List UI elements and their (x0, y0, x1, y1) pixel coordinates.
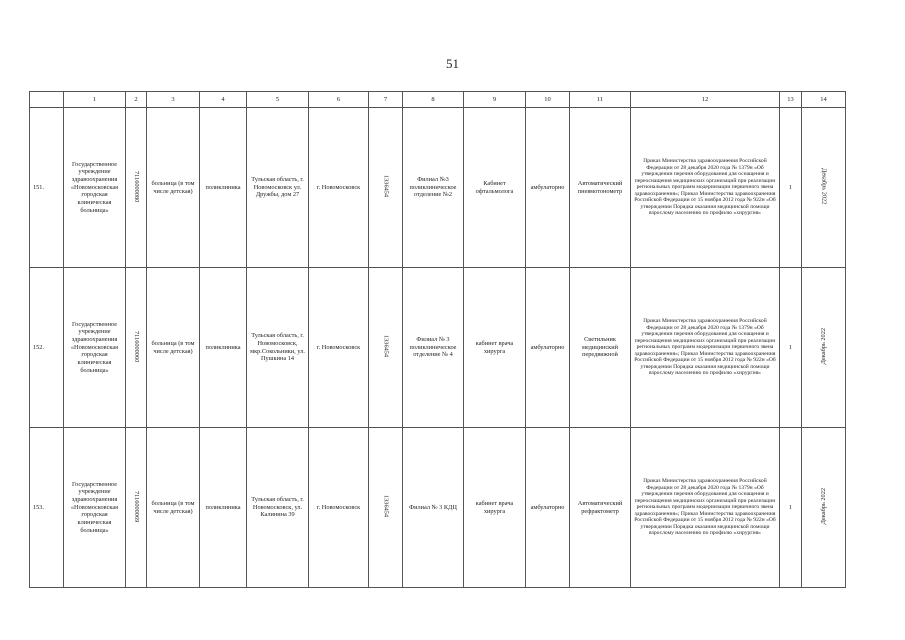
oktmo-code: 1336454 (382, 175, 390, 198)
header-row (30, 92, 846, 108)
delivery-date: Декабрь 2022 (819, 328, 827, 365)
department: поликлиника (200, 428, 247, 588)
header-cell-blank (30, 92, 64, 108)
oktmo-cell (369, 268, 403, 428)
oktmo-code: 1336454 (382, 335, 390, 358)
org-code: 7116000060 (132, 330, 140, 362)
table-row (30, 428, 846, 588)
facility-type: больница (в том числе детская) (147, 108, 200, 268)
care-conditions: амбулаторно (526, 108, 570, 268)
header-cell: 13 (780, 92, 802, 108)
facility-type: больница (в том числе детская) (147, 428, 200, 588)
quantity: 1 (780, 428, 802, 588)
header-cell: 14 (802, 92, 846, 108)
city: г. Новомосковск (309, 268, 369, 428)
delivery-date-cell (802, 428, 846, 588)
header-cell: 11 (570, 92, 631, 108)
quantity: 1 (780, 108, 802, 268)
organization-name: Государственное учреждение здравоохранения «Новомосковская городская клиническая больница» (64, 428, 126, 588)
oktmo-cell (369, 108, 403, 268)
oktmo-code: 1336454 (382, 495, 390, 518)
equipment-table (29, 91, 846, 588)
org-code-cell (126, 428, 147, 588)
subdivision: Филиал № 3 КДЦ (403, 428, 464, 588)
row-number: 151. (30, 108, 64, 268)
header-cell: 2 (126, 92, 147, 108)
room: кабинет врача хирурга (464, 428, 526, 588)
header-cell: 8 (403, 92, 464, 108)
header-cell: 12 (631, 92, 780, 108)
legal-basis: Приказ Министерства здравоохранения Российской Федерации от 28 декабря 2020 года № 1379н «Об утверждении перечня оборудования для оснащения и переоснащения медицинских организаций при реализации региональных программ модернизации первичного звена здравоохранения»; Приказ Министерства здравоохранения Российской Федерации от 15 ноября 2012 года № 922н «Об утверждении Порядка оказания медицинской помощи взрослому населению по профилю «хирургия» (631, 268, 780, 428)
org-code-cell (126, 108, 147, 268)
table-row (30, 108, 846, 268)
legal-basis: Приказ Министерства здравоохранения Российской Федерации от 28 декабря 2020 года № 1379н «Об утверждении перечня оборудования для оснащения и переоснащения медицинских организаций при реализации региональных программ модернизации первичного звена здравоохранения»; Приказ Министерства здравоохранения Российской Федерации от 15 ноября 2012 года № 922н «Об утверждении Порядка оказания медицинской помощи взрослому населению по профилю «хирургия» (631, 428, 780, 588)
delivery-date: Декабрь 2022 (820, 168, 828, 205)
care-conditions: амбулаторно (526, 428, 570, 588)
page-number: 51 (446, 56, 459, 71)
delivery-date-cell (802, 108, 846, 268)
header-cell: 1 (64, 92, 126, 108)
quantity: 1 (780, 268, 802, 428)
org-code: 7116000069 (132, 490, 140, 522)
facility-type: больница (в том числе детская) (147, 268, 200, 428)
row-number: 153. (30, 428, 64, 588)
city: г. Новомосковск (309, 428, 369, 588)
room: Кабинет офтальмолога (464, 108, 526, 268)
care-conditions: амбулаторно (526, 268, 570, 428)
equipment-name: Автоматический пневмотонометр (570, 108, 631, 268)
oktmo-cell (369, 428, 403, 588)
organization-name: Государственное учреждение здравоохранения «Новомосковская городская клиническая больница» (64, 108, 126, 268)
header-cell: 5 (247, 92, 309, 108)
org-code: 7116000080 (132, 170, 140, 202)
department: поликлиника (200, 268, 247, 428)
delivery-date: Декабрь 2022 (819, 488, 827, 525)
header-cell: 7 (369, 92, 403, 108)
subdivision: Филиал № 3 поликлиническое отделение № 4 (403, 268, 464, 428)
header-cell: 3 (147, 92, 200, 108)
header-cell: 10 (526, 92, 570, 108)
equipment-name: Автоматический рефрактометр (570, 428, 631, 588)
row-number: 152. (30, 268, 64, 428)
header-cell: 9 (464, 92, 526, 108)
table-row (30, 268, 846, 428)
organization-name: Государственное учреждение здравоохранения «Новомосковская городская клиническая больница» (64, 268, 126, 428)
subdivision: Филиал №3 поликлиническое отделение №2 (403, 108, 464, 268)
header-cell: 4 (200, 92, 247, 108)
header-cell: 6 (309, 92, 369, 108)
legal-basis: Приказ Министерства здравоохранения Российской Федерации от 28 декабря 2020 года № 1379н «Об утверждении перечня оборудования для оснащения и переоснащения медицинских организаций при реализации региональных программ модернизации первичного звена здравоохранения»; Приказ Министерства здравоохранения Российской Федерации от 15 ноября 2012 года № 922н «Об утверждении Порядка оказания медицинской помощи взрослому населению по профилю «хирургия» (631, 108, 780, 268)
address: Тульская область, г. Новомосковск, ул. Калинина 39 (247, 428, 309, 588)
room: кабинет врача хирурга (464, 268, 526, 428)
department: поликлиника (200, 108, 247, 268)
address: Тульская область, г. Новомосковск, мкр.Сокольники, ул. Пушкина 14 (247, 268, 309, 428)
delivery-date-cell (802, 268, 846, 428)
address: Тульская область, г. Новомосковск ул. Дружбы, дом 27 (247, 108, 309, 268)
org-code-cell (126, 268, 147, 428)
equipment-name: Светильник медицинский передвижной (570, 268, 631, 428)
city: г. Новомосковск (309, 108, 369, 268)
